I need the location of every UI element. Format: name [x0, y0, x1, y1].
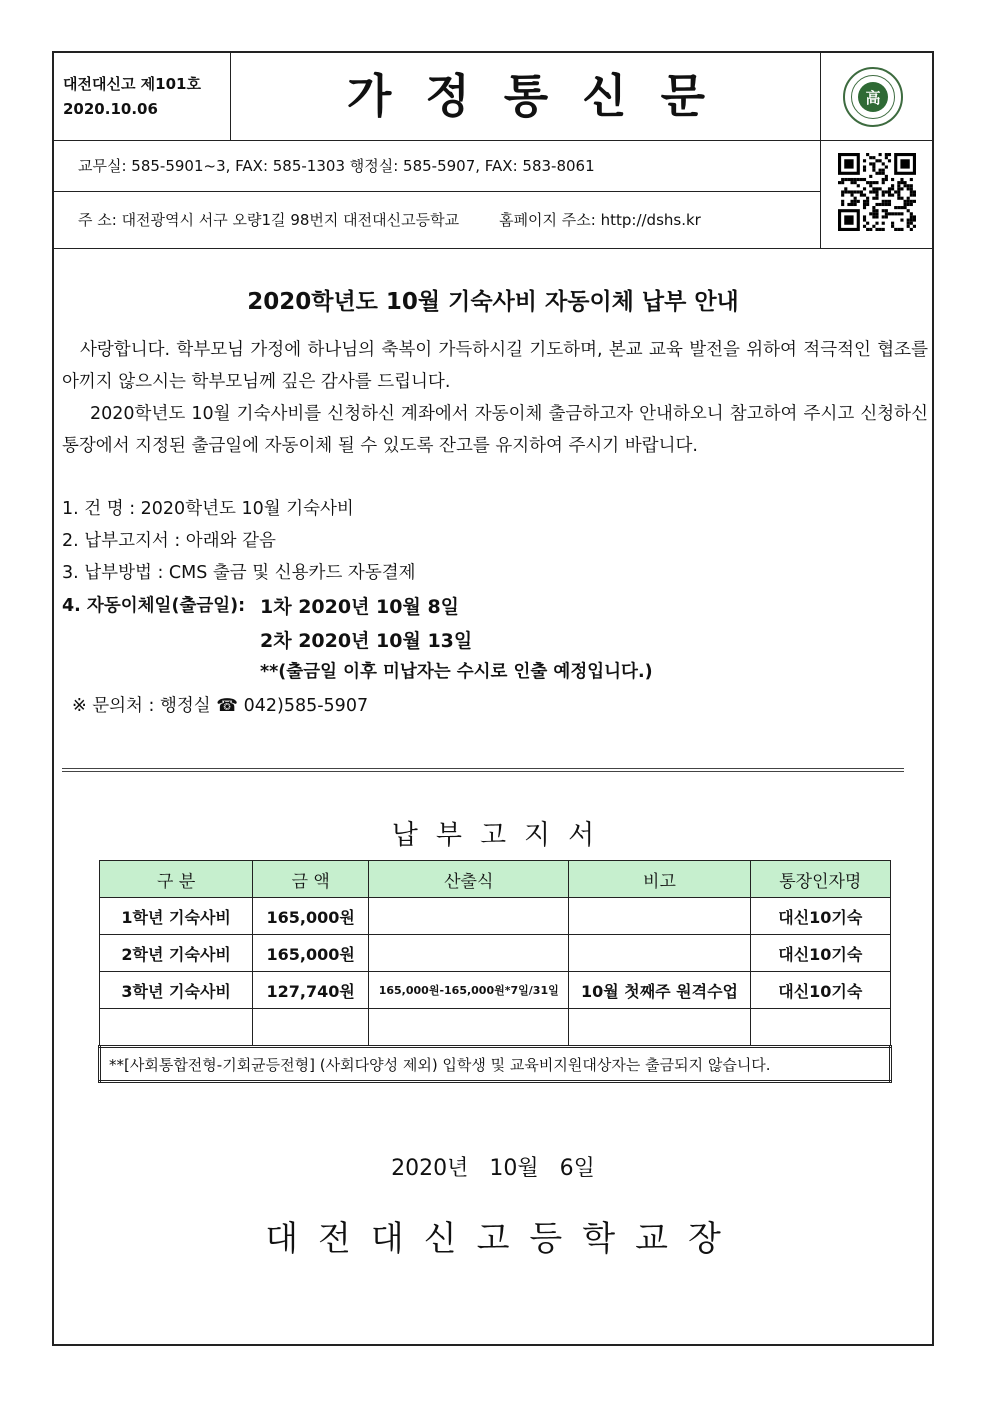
page-title: 가정통신문	[346, 69, 740, 123]
cell-remarks	[569, 898, 750, 935]
emblem-text: 高	[858, 82, 888, 112]
table-row	[100, 935, 891, 972]
item-debit-label: 4. 자동이체일(출금일):	[62, 596, 246, 616]
cell-formula	[369, 1009, 569, 1047]
cell-category: 1학년 기숙사비	[100, 898, 253, 935]
homepage-link[interactable]: 홈페이지 주소: http://dshs.kr	[499, 211, 701, 229]
cell-amount	[253, 1009, 369, 1047]
qr-code-icon[interactable]	[838, 153, 916, 231]
cell-remarks: 10월 첫째주 원격수업	[569, 972, 750, 1009]
table-row	[100, 898, 891, 935]
item-subject: 1. 건 명 : 2020학년도 10월 기숙사비	[62, 499, 354, 519]
item-debit-note: **(출금일 이후 미납자는 수시로 인출 예정입니다.)	[260, 662, 653, 682]
cell-category	[100, 1009, 253, 1047]
cell-formula: 165,000원-165,000원*7일/31일	[369, 972, 569, 1009]
table-note-row	[100, 1047, 891, 1082]
contact-phone-line: 교무실: 585-5901~3, FAX: 585-1303 행정실: 585-5907, FAX: 583-8061	[54, 140, 820, 192]
item-method: 3. 납부방법 : CMS 출금 및 신용카드 자동결제	[62, 563, 416, 583]
bill-table	[98, 860, 892, 1083]
cell-amount: 127,740원	[253, 972, 369, 1009]
notice-paragraph-1: 사랑합니다. 학부모님 가정에 하나님의 축복이 가득하시길 기도하며, 본교 교육 발전을 위하여 적극적인 협조를 아끼지 않으시는 학부모님께 깊은 감사를 드립니다.	[62, 340, 928, 392]
cell-account-name	[750, 1009, 890, 1047]
table-row	[100, 972, 891, 1009]
school-emblem-icon	[843, 67, 903, 127]
col-formula: 산출식	[369, 861, 569, 898]
logo-box	[820, 53, 933, 140]
divider	[62, 768, 904, 772]
issue-date-footer: 2020년 10월 6일	[391, 1156, 595, 1181]
contact-info: ※ 문의처 : 행정실 ☎ 042)585-5907	[72, 696, 369, 716]
notice-paragraph-2: 2020학년도 10월 기숙사비를 신청하신 계좌에서 자동이체 출금하고자 안내하오니 참고하여 주시고 신청하신 통장에서 지정된 출금일에 자동이체 될 수 있도록 잔고를 유지하여 주시기 바랍니다.	[62, 404, 928, 456]
cell-amount: 165,000원	[253, 898, 369, 935]
cell-category: 2학년 기숙사비	[100, 935, 253, 972]
issue-box	[54, 53, 231, 140]
address-line	[54, 192, 820, 249]
col-amount: 금 액	[253, 861, 369, 898]
col-remarks: 비고	[569, 861, 750, 898]
cell-category: 3학년 기숙사비	[100, 972, 253, 1009]
bill-title: 납부고지서	[391, 820, 613, 851]
bill-note: **[사회통합전형-기회균등전형] (사회다양성 제외) 입학생 및 교육비지원대상자는 출금되지 않습니다.	[100, 1047, 891, 1082]
item-debit-second: 2차 2020년 10월 13일	[260, 630, 473, 652]
principal-signature: 대전대신고등학교장	[265, 1219, 741, 1259]
cell-account-name: 대신10기숙	[750, 935, 890, 972]
issue-date: 2020.10.06	[63, 100, 158, 118]
cell-remarks	[569, 935, 750, 972]
table-header-row	[100, 861, 891, 898]
cell-formula	[369, 898, 569, 935]
notice-title: 2020학년도 10월 기숙사비 자동이체 납부 안내	[247, 289, 739, 315]
cell-amount: 165,000원	[253, 935, 369, 972]
qr-box	[820, 140, 932, 249]
address-text: 주 소: 대전광역시 서구 오량1길 98번지 대전대신고등학교	[78, 211, 460, 229]
item-bill: 2. 납부고지서 : 아래와 같음	[62, 531, 276, 551]
table-row	[100, 1009, 891, 1047]
cell-account-name: 대신10기숙	[750, 898, 890, 935]
col-account-name: 통장인자명	[750, 861, 890, 898]
header	[54, 53, 932, 141]
cell-account-name: 대신10기숙	[750, 972, 890, 1009]
item-debit-first: 1차 2020년 10월 8일	[260, 596, 460, 618]
issue-number: 대전대신고 제101호	[63, 75, 201, 93]
cell-formula	[369, 935, 569, 972]
cell-remarks	[569, 1009, 750, 1047]
document-frame	[52, 51, 934, 1346]
col-category: 구 분	[100, 861, 253, 898]
